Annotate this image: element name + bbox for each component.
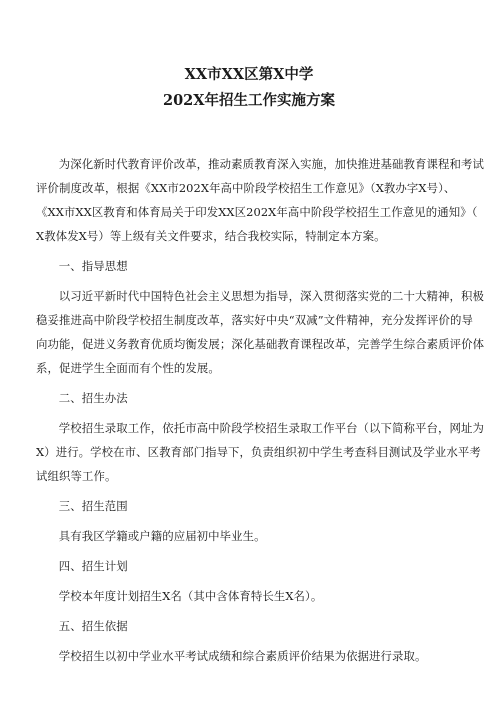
paragraph-line: 试组织等工作。 [36,469,117,483]
section-paragraph-guiding-ideology [36,284,485,380]
section-paragraph-admission-method [36,416,484,488]
intro-line: 《XX市XX区教育和体育局关于印发XX区202X年高中阶段学校招生工作意见的通知》（ [36,205,478,219]
section-paragraph-admission-basis [36,644,462,668]
section-heading-admission-plan: 四、招生计划 [58,559,128,573]
document-title-plan: 202X年招生工作实施方案 [162,92,336,109]
intro-line: 为深化新时代教育评价改革，推动素质教育深入实施，加快推进基础教育课程和考试 [58,157,484,171]
section-heading-admission-basis: 五、招生依据 [58,619,128,633]
intro-line: X教体发X号）等上级有关文件要求，结合我校实际，特制定本方案。 [36,229,386,243]
paragraph-line: 具有我区学籍或户籍的应届初中毕业生。 [58,529,266,543]
paragraph-line: 学校招生以初中学业水平考试成绩和综合素质评价结果为依据进行录取。 [58,649,427,663]
document-body [36,152,485,668]
intro-paragraph [36,152,484,248]
paragraph-line: 以习近平新时代中国特色社会主义思想为指导，深入贯彻落实党的二十大精神，积极 [58,289,484,303]
section-paragraph-admission-scope [36,524,462,548]
section-heading-admission-method: 二、招生办法 [58,391,128,405]
paragraph-line: 向功能，促进义务教育优质均衡发展；深化基础教育课程改革，完善学生综合素质评价体 [36,337,485,351]
paragraph-line: X）进行。学校在市、区教育部门指导下，负责组织初中学生考查科目测试及学业水平考 [36,445,481,459]
section-heading-admission-scope: 三、招生范围 [58,499,128,513]
intro-line: 评价制度改革，根据《XX市202X年高中阶段学校招生工作意见》（X教办字X号）、 [36,181,456,195]
document-title-school: XX市XX区第X中学 [184,66,314,83]
paragraph-line: 系，促进学生全面而有个性的发展。 [36,361,220,375]
paragraph-line: 学校本年度计划招生X名（其中含体育特长生X名）。 [58,589,323,603]
paragraph-line: 学校招生录取工作，依托市高中阶段学校招生录取工作平台（以下简称平台，网址为 [58,421,484,435]
section-heading-guiding-ideology: 一、指导思想 [58,259,128,273]
paragraph-line: 稳妥推进高中阶段学校招生制度改革，落实好中央“双减”文件精神，充分发挥评价的导 [36,313,474,327]
section-paragraph-admission-plan [36,584,462,608]
